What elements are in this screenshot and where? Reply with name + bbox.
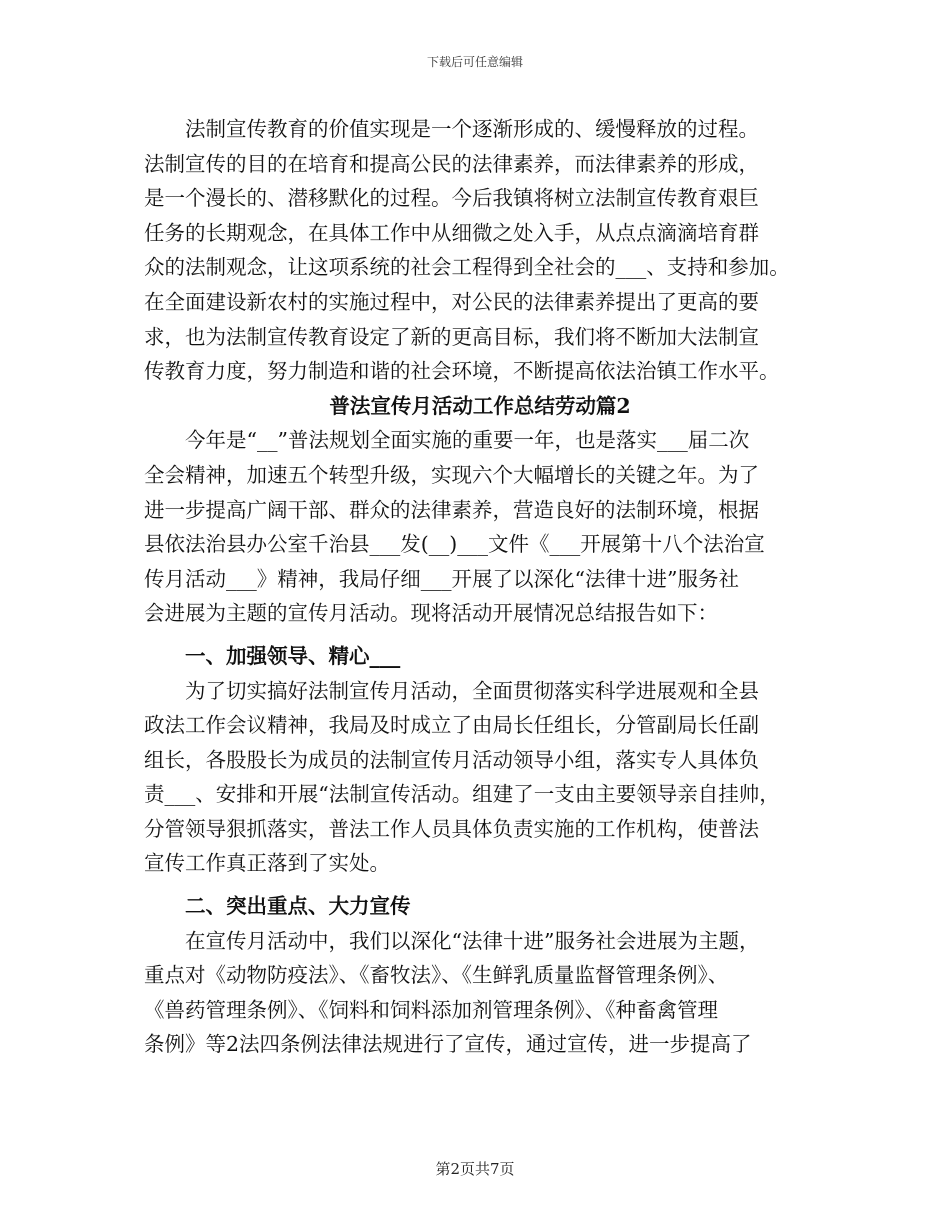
text-line: 任务的长期观念，在具体工作中从细微之处入手，从点点滴滴培育群 — [144, 220, 759, 245]
text-line: 条例》等2法四条例法律法规进行了宣传，通过宣传，进一步提高了 — [144, 1032, 752, 1057]
text-line: 县依法治县办公室千治县___发(__)___文件《___开展第十八个法治宣 — [144, 532, 765, 557]
text-line: 《兽药管理条例》、《饲料和饲料添加剂管理条例》、《种畜禽管理 — [144, 997, 718, 1022]
text-line: 宣传工作真正落到了实处。 — [144, 851, 390, 876]
text-line: 组长，各股股长为成员的法制宣传月活动领导小组，落实专人具体负 — [144, 747, 759, 772]
document-body — [144, 112, 816, 1062]
text-line: 在全面建设新农村的实施过程中，对公民的法律素养提出了更高的要 — [144, 289, 759, 314]
subheading-1: 一、加强领导、精心___ — [185, 643, 401, 668]
text-line: 法制宣传的目的在培育和提高公民的法律素养，而法律素养的形成， — [144, 151, 759, 176]
text-line: 在宣传月活动中，我们以深化“法律十进”服务社会进展为主题， — [185, 928, 760, 953]
section-title: 普法宣传月活动工作总结劳动篇2 — [329, 393, 631, 418]
page-number: 第2页共7页 — [435, 1160, 515, 1178]
text-line: 传月活动___》精神，我局仔细___开展了以深化“法律十进”服务社 — [144, 566, 739, 591]
text-line: 为了切实搞好法制宣传月活动，全面贯彻落实科学进展观和全县 — [185, 678, 759, 703]
text-line: 全会精神，加速五个转型升级，实现六个大幅增长的关键之年。为了 — [144, 462, 759, 487]
paragraph-2 — [144, 423, 816, 631]
paragraph-1 — [144, 112, 816, 389]
text-line: 是一个漫长的、潜移默化的过程。今后我镇将树立法制宣传教育艰巨 — [144, 186, 759, 211]
text-line: 责___、安排和开展“法制宣传活动。组建了一支由主要领导亲自挂帅， — [144, 782, 780, 807]
page-header: 下载后可任意编辑 — [426, 55, 523, 69]
text-line: 进一步提高广阔干部、群众的法律素养，营造良好的法制环境，根据 — [144, 497, 759, 522]
text-line: 分管领导狠抓落实，普法工作人员具体负责实施的工作机构，使普法 — [144, 816, 759, 841]
text-line: 今年是“__”普法规划全面实施的重要一年，也是落实___届二次 — [185, 428, 750, 453]
subheading-2: 二、突出重点、大力宣传 — [185, 894, 411, 919]
paragraph-3 — [144, 674, 816, 882]
text-line: 会进展为主题的宣传月活动。现将活动开展情况总结报告如下： — [144, 601, 718, 626]
text-line: 重点对《动物防疫法》、《畜牧法》、《生鲜乳质量监督管理条例》、 — [144, 963, 729, 988]
text-line: 求，也为法制宣传教育设定了新的更高目标，我们将不断加大法制宣 — [144, 324, 759, 349]
text-line: 法制宣传教育的价值实现是一个逐渐形成的、缓慢释放的过程。 — [185, 117, 759, 141]
text-line: 政法工作会议精神，我局及时成立了由局长任组长，分管副局长任副 — [144, 713, 759, 738]
text-line: 传教育力度，努力制造和谐的社会环境，不断提高依法治镇工作水平。 — [144, 359, 780, 384]
paragraph-4 — [144, 924, 816, 1062]
text-line: 众的法制观念，让这项系统的社会工程得到全社会的___、支持和参加。 — [144, 255, 790, 280]
